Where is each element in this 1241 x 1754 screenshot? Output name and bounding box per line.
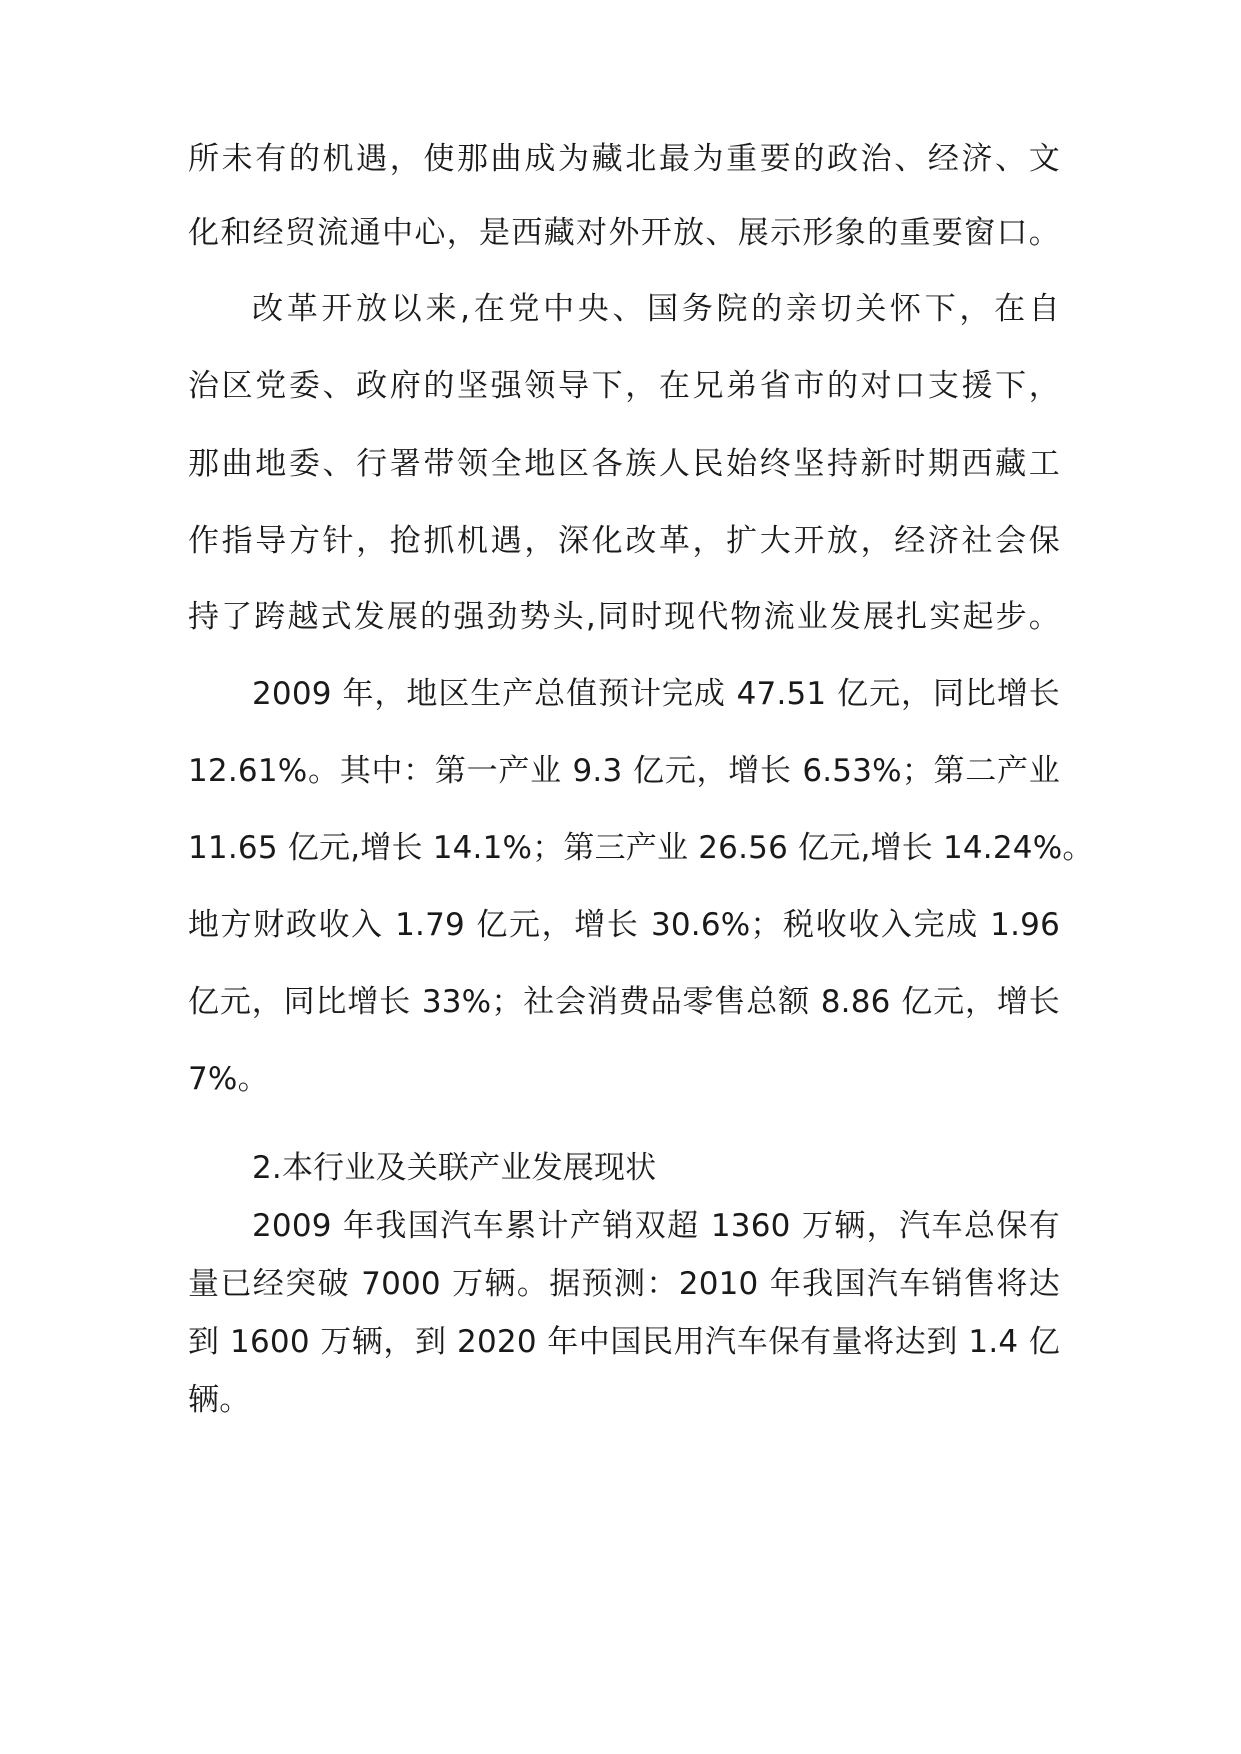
paragraph-4-line-3: 到 1600 万辆，到 2020 年中国民用汽车保有量将达到 1.4 亿 <box>188 1324 1060 1360</box>
paragraph-2-line-4: 作指导方针，抢抓机遇，深化改革，扩大开放，经济社会保 <box>188 523 1060 559</box>
paragraph-4-line-1: 2009 年我国汽车累计产销双超 1360 万辆，汽车总保有 <box>252 1208 1060 1244</box>
paragraph-4-line-2: 量已经突破 7000 万辆。据预测：2010 年我国汽车销售将达 <box>188 1266 1060 1302</box>
paragraph-1-line-1: 所未有的机遇，使那曲成为藏北最为重要的政治、经济、文 <box>188 141 1060 177</box>
paragraph-2-line-1: 改革开放以来,在党中央、国务院的亲切关怀下，在自 <box>252 291 1060 327</box>
paragraph-3-line-1: 2009 年，地区生产总值预计完成 47.51 亿元，同比增长 <box>252 676 1060 712</box>
paragraph-1-line-2: 化和经贸流通中心，是西藏对外开放、展示形象的重要窗口。 <box>188 215 1060 251</box>
paragraph-2-line-5: 持了跨越式发展的强劲势头,同时现代物流业发展扎实起步。 <box>188 599 1060 635</box>
paragraph-4-line-4: 辆。 <box>188 1382 251 1418</box>
paragraph-2-line-2: 治区党委、政府的坚强领导下，在兄弟省市的对口支援下， <box>188 368 1060 404</box>
paragraph-3-line-6: 7%。 <box>188 1061 269 1097</box>
paragraph-3-line-2: 12.61%。其中：第一产业 9.3 亿元，增长 6.53%；第二产业 <box>188 753 1060 789</box>
paragraph-2-line-3: 那曲地委、行署带领全地区各族人民始终坚持新时期西藏工 <box>188 446 1060 482</box>
paragraph-3-line-5: 亿元，同比增长 33%；社会消费品零售总额 8.86 亿元，增长 <box>188 984 1060 1020</box>
section-heading: 2.本行业及关联产业发展现状 <box>252 1150 657 1186</box>
paragraph-3-line-4: 地方财政收入 1.79 亿元，增长 30.6%；税收收入完成 1.96 <box>188 907 1060 943</box>
paragraph-3-line-3: 11.65 亿元,增长 14.1%；第三产业 26.56 亿元,增长 14.24%。 <box>188 830 1094 866</box>
